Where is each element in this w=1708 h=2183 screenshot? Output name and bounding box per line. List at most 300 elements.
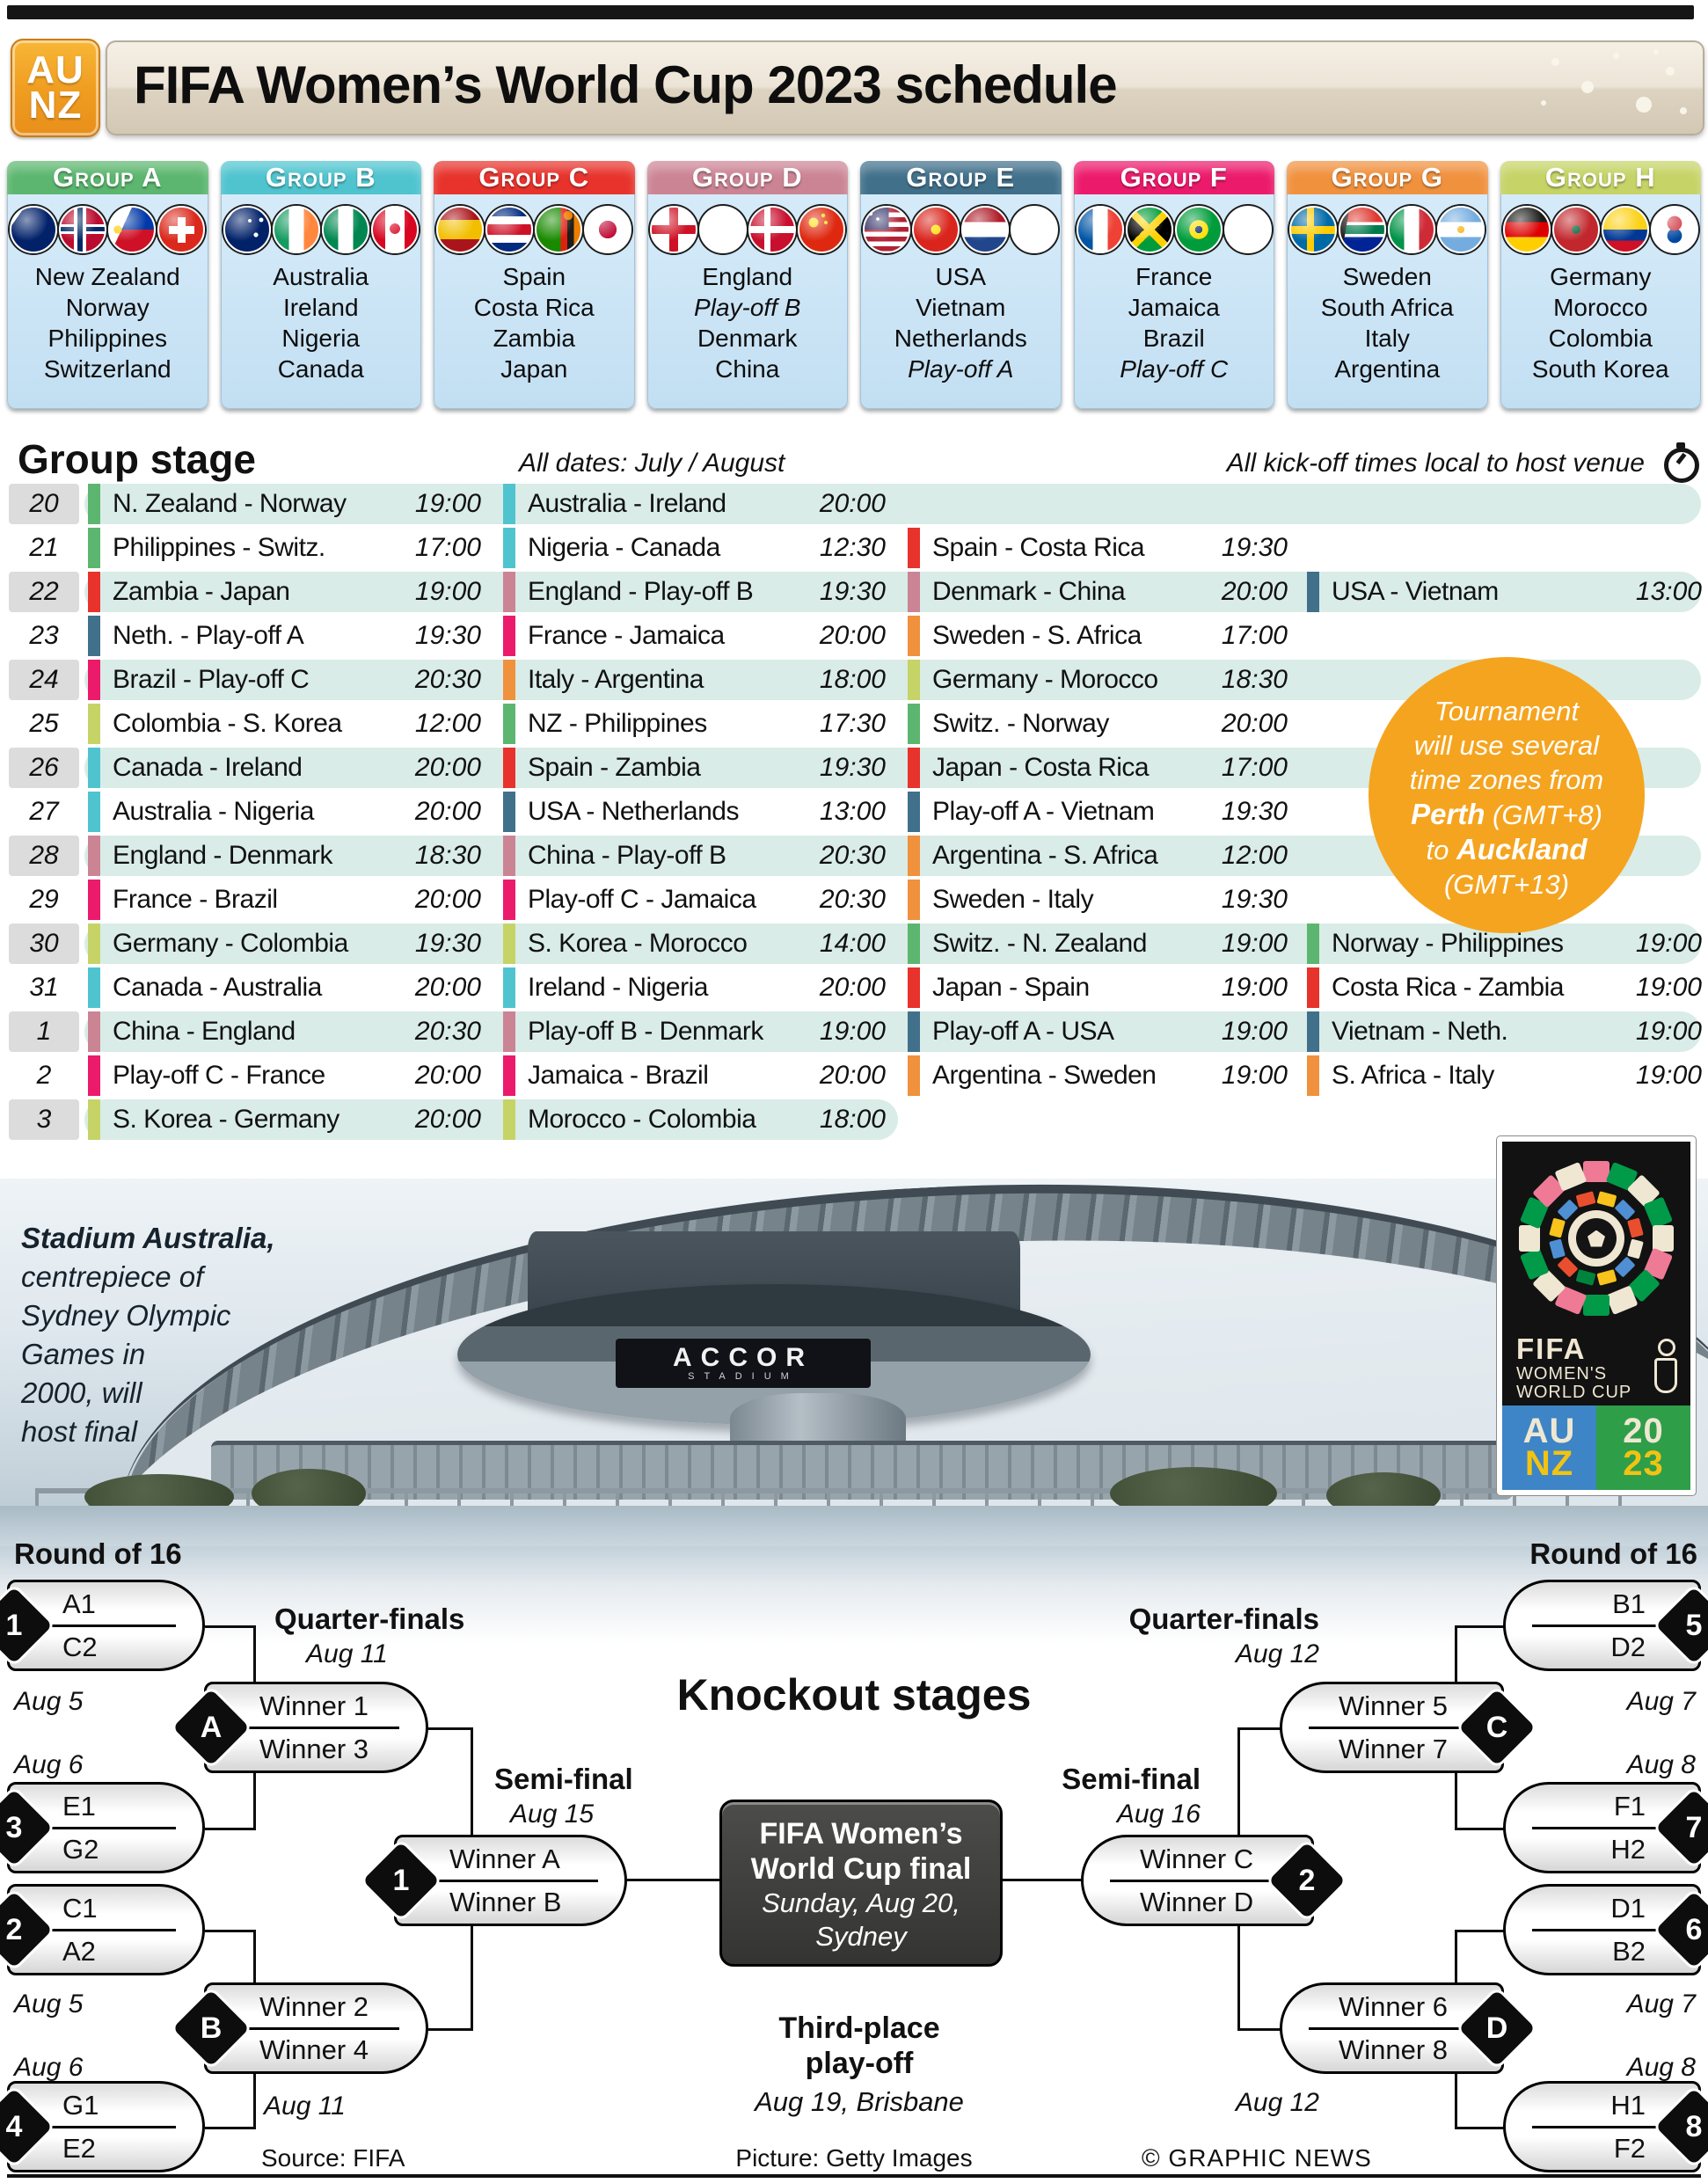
team-flag-icon [1503,206,1551,253]
group-color-bar [88,880,100,920]
bracket-team: Winner 1 [259,1690,369,1721]
schedule-row [7,967,1701,1008]
kickoff-time: 20:00 [819,973,886,1002]
kickoff-time: 18:00 [819,665,886,694]
group-header: Group D [647,161,849,194]
bracket-team: Winner 2 [259,1990,369,2022]
team-name: Netherlands [894,325,1027,352]
timezone-line: will use several [1413,730,1600,761]
fixture-teams: Australia - Nigeria [113,797,314,826]
group-team-list [1075,261,1274,384]
bracket-match-2 [7,1884,205,1975]
group-header: Group G [1287,161,1488,194]
bracket-team: Winner C [1140,1843,1254,1874]
group-color-bar [503,836,515,876]
wwc-fifa: FIFA [1516,1332,1587,1365]
team-name: Norway [65,294,150,321]
schedule-row [7,1055,1701,1096]
fixture-teams: S. Korea - Germany [113,1105,339,1134]
fixture-teams: Norway - Philippines [1332,929,1564,958]
team-flag-icon [1437,206,1485,253]
match-cell [503,1055,891,1096]
wwc-logo-text [1516,1333,1631,1403]
kickoff-time: 19:00 [414,489,481,518]
fixture-teams: France - Jamaica [528,621,725,650]
group-color-bar [1307,1055,1319,1096]
qf-right-date: Aug 12 [1235,1639,1319,1668]
match-day: 23 [29,621,59,650]
schedule-row [7,484,1701,524]
row-cells [7,484,1701,524]
page-title: FIFA Women’s World Cup 2023 schedule [134,55,1117,114]
group-flags [222,206,421,253]
fixture-teams: Zambia - Japan [113,577,290,606]
kickoff-time: 20:00 [1221,577,1288,606]
team-flag-icon [912,206,960,253]
group-body [860,194,1062,409]
team-name: Zambia [493,325,575,352]
bracket-team: Winner 7 [1339,1733,1449,1764]
bracket-team: A2 [62,1935,96,1967]
group-body [647,194,849,409]
kickoff-time: 20:30 [819,885,886,914]
sign-subtext: STADIUM [688,1371,799,1382]
team-name: Sweden [1342,263,1432,290]
match-cell [503,704,891,744]
group-color-bar [503,528,515,568]
match-cell [1307,967,1707,1008]
group-color-bar [88,484,100,524]
final-box [719,1800,1003,1967]
row-cells [7,528,1701,568]
match-cell [503,836,891,876]
group-color-bar [88,1099,100,1140]
group-panels [7,161,1701,409]
timezone-line: time zones from [1409,764,1604,795]
group-team-list [861,261,1061,384]
caption-line: host final [21,1415,138,1448]
match-day: 29 [29,885,59,914]
sf-left-date: Aug 15 [510,1800,595,1829]
match-day: 26 [9,748,79,788]
group-color-bar [88,660,100,700]
fixture-teams: England - Denmark [113,841,332,870]
team-name: New Zealand [34,263,180,290]
match-day: 27 [29,797,59,826]
match-number-badge: 1 [362,1842,440,1919]
fixture-teams: Play-off A - Vietnam [932,797,1155,826]
bracket-qf-b [200,1982,428,2074]
kickoff-time: 18:30 [1221,665,1288,694]
match-cell [503,616,891,656]
team-name: France [1135,263,1213,290]
r16-date: Aug 5 [14,1687,84,1716]
group-team-list [1501,261,1701,384]
team-name: Japan [500,355,568,383]
kickoff-time: 20:30 [414,665,481,694]
bracket-match-3 [7,1782,205,1873]
group-team-list [434,261,634,384]
kickoff-time: 17:00 [1221,753,1288,782]
group-header: Group A [7,161,208,194]
match-cell [908,967,1293,1008]
team-name: USA [935,263,987,290]
fixture-teams: France - Brazil [113,885,278,914]
match-letter-badge: A [172,1689,250,1766]
kickoff-time: 19:30 [819,753,886,782]
group-body [1287,194,1488,409]
match-cell [908,1011,1293,1052]
group-color-bar [503,704,515,744]
team-name: Spain [502,263,566,290]
final-line: FIFA Women’s [759,1817,963,1851]
team-name: Play-off C [1120,355,1229,383]
group-flags [434,206,634,253]
fixture-teams: Sweden - Italy [932,885,1094,914]
group-header: Group C [434,161,635,194]
fixture-teams: Germany - Colombia [113,929,348,958]
bracket-team: Winner D [1140,1886,1254,1917]
team-flag-icon [157,206,205,253]
match-cell [88,660,486,700]
match-cell [503,660,891,700]
fixture-teams: Nigeria - Canada [528,533,720,562]
sf-right-label: Semi-final [1062,1763,1201,1795]
bracket-team: H2 [1610,1833,1646,1865]
third-place-block [713,2011,1005,2118]
wwc-2023-logo [1497,1136,1696,1495]
match-cell [88,924,486,964]
qf-left-label: Quarter-finals [274,1603,465,1635]
group-stage-heading: Group stage [18,436,256,482]
bracket-team: D2 [1610,1631,1646,1662]
bracket-team: D1 [1610,1892,1646,1924]
match-day: 1 [9,1011,79,1052]
fixture-teams: Japan - Spain [932,973,1090,1002]
timezone-line: (GMT+13) [1443,869,1570,900]
team-name: Germany [1550,263,1652,290]
team-flag-icon [371,206,419,253]
group-color-bar [908,572,920,612]
match-day: 22 [9,572,79,612]
timezone-line: Tournament [1434,696,1580,726]
r16-date: Aug 7 [1626,1990,1696,2019]
group-body [7,194,208,409]
kickoff-time: 18:30 [414,841,481,870]
group-flags [648,206,848,253]
kickoff-time: 13:00 [819,797,886,826]
team-flag-icon [535,206,582,253]
kickoff-time: 12:00 [414,709,481,738]
match-cell [908,528,1293,568]
team-flag-icon [436,206,484,253]
group-color-bar [503,1011,515,1052]
fixture-teams: Argentina - Sweden [932,1061,1157,1090]
match-cell [908,880,1293,920]
kickoff-time: 19:00 [1635,1017,1702,1046]
timezone-line: Perth (GMT+8) [1411,798,1602,830]
team-name: Argentina [1334,355,1441,383]
group-color-bar [908,660,920,700]
team-flag-icon [699,206,747,253]
bracket-team: F2 [1613,2132,1646,2164]
kickoff-time: 17:00 [414,533,481,562]
team-flag-icon [1388,206,1435,253]
kickoff-time: 19:30 [414,929,481,958]
wwc-aunz-block: AU NZ [1502,1405,1596,1490]
match-cell [503,528,891,568]
match-number-badge: 1 [0,1587,53,1664]
team-flag-icon [108,206,156,253]
group-panel [7,161,208,409]
fixture-teams: China - Play-off B [528,841,726,870]
match-number-badge: 2 [1268,1842,1346,1919]
kickoff-time: 20:30 [819,841,886,870]
group-panel [1287,161,1488,409]
match-cell [908,924,1293,964]
bracket-connector [428,1926,473,2031]
match-cell [908,572,1293,612]
team-flag-icon [1602,206,1649,253]
bracket-team: Winner 4 [259,2033,369,2065]
r16-date: Aug 6 [14,2053,84,2082]
team-name: Play-off A [908,355,1014,383]
qf-d-date: Aug 12 [1235,2088,1319,2117]
qf-b-date: Aug 11 [264,2092,346,2121]
bracket-team: Winner 8 [1339,2033,1449,2065]
trophy-icon [1650,1339,1680,1404]
accor-stadium-sign [616,1339,871,1388]
team-flag-icon [1224,206,1272,253]
team-flag-icon [798,206,845,253]
team-name: Philippines [47,325,167,352]
match-number-badge: 2 [0,1891,53,1968]
aunz-logo-au: AU [26,47,84,91]
group-color-bar [908,880,920,920]
match-day: 3 [9,1099,79,1140]
match-day: 2 [36,1061,52,1090]
match-cell [503,484,891,524]
row-cells [7,616,1701,656]
bracket-team: F1 [1613,1790,1646,1822]
bracket-team: Winner A [449,1843,560,1874]
kickoff-time: 19:00 [414,577,481,606]
bracket-team: G2 [62,1833,99,1865]
qf-right-label: Quarter-finals [1128,1603,1319,1635]
group-flags [1288,206,1487,253]
bracket-connector [1237,1727,1282,1837]
match-number-badge: 3 [0,1789,53,1866]
match-cell [88,836,486,876]
group-body [1500,194,1702,409]
fixture-teams: Ireland - Nigeria [528,973,708,1002]
match-cell [88,704,486,744]
kickoff-time: 19:30 [1221,885,1288,914]
match-cell [88,1099,486,1140]
group-body [1074,194,1275,409]
group-color-bar [908,1011,920,1052]
team-name: Nigeria [281,325,361,352]
match-day: 28 [9,836,79,876]
schedule-row [7,572,1701,612]
match-cell [88,616,486,656]
timezone-line: to Auckland [1426,833,1588,865]
group-color-bar [88,836,100,876]
fixture-teams: NZ - Philippines [528,709,707,738]
kickoff-time: 20:00 [414,1105,481,1134]
fixture-teams: Play-off A - USA [932,1017,1114,1046]
group-header: Group B [221,161,422,194]
fixture-teams: Italy - Argentina [528,665,704,694]
bracket-team: H1 [1610,2089,1646,2121]
kickoff-time: 12:30 [819,533,886,562]
kickoff-time: 19:00 [1221,1017,1288,1046]
source-credit: Source: FIFA [261,2144,405,2172]
match-cell [88,572,486,612]
bracket-team: B2 [1612,1935,1646,1967]
row-cells [7,1099,1701,1140]
fixture-teams: Jamaica - Brazil [528,1061,709,1090]
group-color-bar [88,528,100,568]
match-cell [503,967,891,1008]
group-panel [1074,161,1275,409]
team-flag-icon [59,206,106,253]
match-day: 21 [29,533,59,562]
team-name: Colombia [1548,325,1653,352]
sf-right-date: Aug 16 [1116,1800,1201,1829]
group-color-bar [503,572,515,612]
group-color-bar [88,792,100,832]
match-cell [88,484,486,524]
bracket-qf-a [200,1682,428,1773]
bracket-team: G1 [62,2089,99,2121]
kickoff-time: 19:00 [1635,929,1702,958]
wwc-worldcup: WORLD CUP [1516,1383,1632,1403]
kickoff-time: 19:00 [1221,1061,1288,1090]
fixture-teams: Spain - Costa Rica [932,533,1145,562]
soccer-ball-icon [1568,1210,1624,1267]
bracket-connector [205,1930,256,1985]
third-place-line: Third-place [778,2011,940,2045]
team-name: Morocco [1553,294,1648,321]
row-cells [7,1011,1701,1052]
kickoff-time: 19:30 [819,577,886,606]
group-header: Group E [860,161,1062,194]
kickoff-time: 19:00 [1221,929,1288,958]
caption-line: 2000, will [21,1376,142,1409]
bracket-qf-c [1280,1682,1508,1773]
row-cells [7,572,1701,612]
group-header: Group H [1500,161,1702,194]
aunz-logo [11,39,100,137]
r16-date: Aug 6 [14,1750,84,1779]
fixture-teams: Germany - Morocco [932,665,1158,694]
bracket-team: Winner B [449,1886,562,1917]
team-name: Switzerland [43,355,172,383]
team-flag-icon [748,206,796,253]
aunz-logo-nz: NZ [28,84,83,127]
match-cell [1307,1055,1707,1096]
group-color-bar [1307,572,1319,612]
kickoff-time: 20:00 [819,1061,886,1090]
group-color-bar [503,880,515,920]
schedule-row [7,528,1701,568]
match-cell [88,880,486,920]
schedule-row [7,616,1701,656]
fixture-teams: USA - Netherlands [528,797,739,826]
team-flag-icon [1651,206,1698,253]
match-day: 25 [29,709,59,738]
kickoff-time: 20:30 [414,1017,481,1046]
fixture-teams: England - Play-off B [528,577,754,606]
match-cell [503,880,891,920]
match-cell [908,660,1293,700]
group-flags [1501,206,1701,253]
group-color-bar [503,1055,515,1096]
team-name: Vietnam [916,294,1006,321]
match-day: 30 [9,924,79,964]
match-cell [88,528,486,568]
team-flag-icon [584,206,631,253]
group-body [434,194,635,409]
match-cell [908,748,1293,788]
fixture-teams: Argentina - S. Africa [932,841,1158,870]
team-flag-icon [650,206,697,253]
kickoff-time: 20:00 [414,797,481,826]
sf-left-label: Semi-final [494,1763,633,1795]
final-line: World Cup final [750,1852,972,1886]
group-color-bar [1307,1011,1319,1052]
group-flags [1075,206,1274,253]
fixture-teams: Morocco - Colombia [528,1105,756,1134]
kickoff-time: 20:00 [819,621,886,650]
match-cell [908,616,1293,656]
kickoff-time: 18:00 [819,1105,886,1134]
group-color-bar [908,792,920,832]
group-color-bar [88,616,100,656]
kickoff-time: 20:00 [414,885,481,914]
fixture-teams: Neth. - Play-off A [113,621,304,650]
team-flag-icon [273,206,320,253]
kickoff-time: 19:30 [1221,797,1288,826]
fixture-teams: Switz. - Norway [932,709,1109,738]
match-number-badge: 8 [1655,2088,1708,2165]
wwc-logo-mosaic [1502,1145,1690,1332]
bracket-team: E1 [62,1790,96,1822]
kickoff-time: 19:00 [1635,973,1702,1002]
group-color-bar [503,616,515,656]
picture-credit: Picture: Getty Images [735,2144,973,2172]
match-cell [88,1055,486,1096]
final-city: Sydney [815,1921,907,1952]
fixture-teams: S. Africa - Italy [1332,1061,1494,1090]
kickoff-time: 17:00 [1221,621,1288,650]
timezone-note [1369,657,1645,933]
match-cell [908,792,1293,832]
group-body [221,194,422,409]
group-team-list [648,261,848,384]
team-flag-icon [961,206,1009,253]
team-name: Costa Rica [473,294,595,321]
kickoff-time: 20:00 [414,753,481,782]
fixture-teams: Canada - Australia [113,973,322,1002]
fixture-teams: Sweden - S. Africa [932,621,1142,650]
kickoff-time: 20:00 [1221,709,1288,738]
group-color-bar [503,748,515,788]
team-flag-icon [223,206,271,253]
team-name: Play-off B [694,294,801,321]
group-color-bar [88,967,100,1008]
